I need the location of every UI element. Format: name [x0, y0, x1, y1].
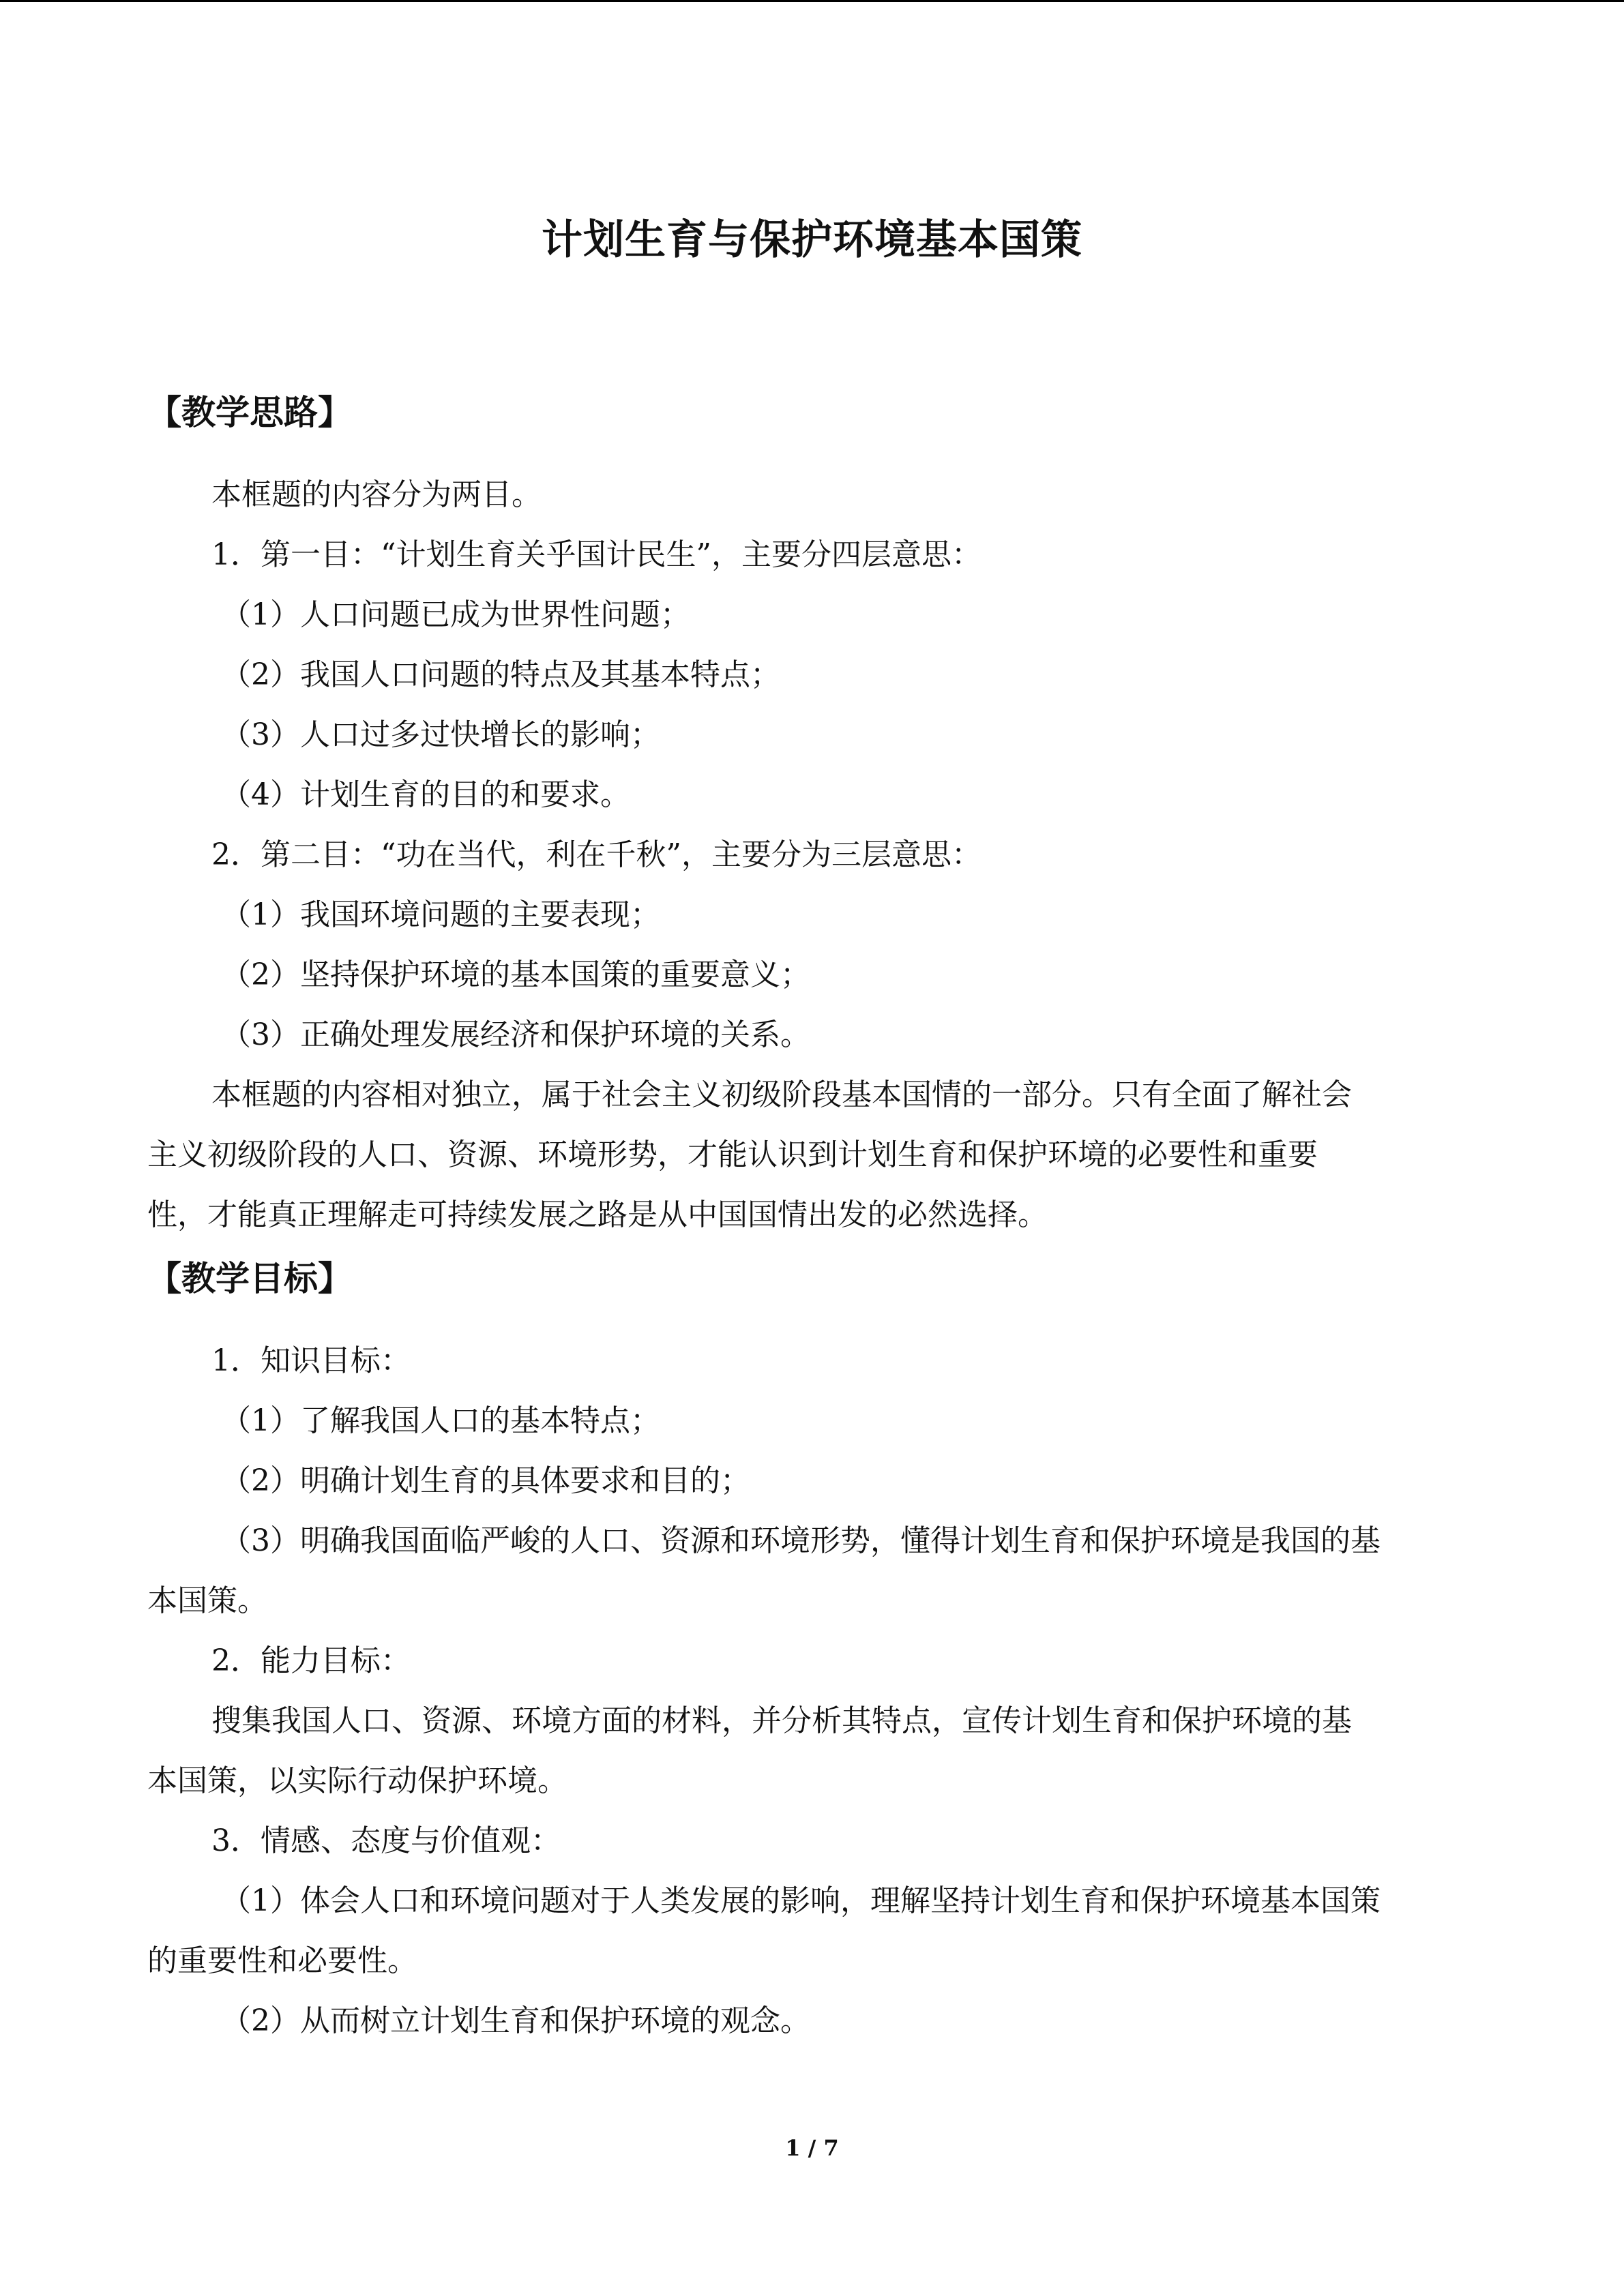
- list-item: （3）正确处理发展经济和保护环境的关系。: [221, 1017, 810, 1052]
- list-item: （3）明确我国面临严峻的人口、资源和环境形势，懂得计划生育和保护环境是我国的基: [221, 1523, 1381, 1558]
- list-item: （1）体会人口和环境问题对于人类发展的影响，理解坚持计划生育和保护环境基本国策: [221, 1883, 1381, 1918]
- section-heading-teaching-objectives: 【教学目标】: [147, 1259, 352, 1298]
- paragraph-line: 的重要性和必要性。: [147, 1943, 417, 1978]
- paragraph-line: 主义初级阶段的人口、资源、环境形势，才能认识到计划生育和保护环境的必要性和重要: [147, 1137, 1318, 1172]
- paragraph-line: 2．能力目标：: [211, 1643, 411, 1678]
- list-item: （2）明确计划生育的具体要求和目的；: [221, 1463, 750, 1498]
- paragraph-line: 本框题的内容相对独立，属于社会主义初级阶段基本国情的一部分。只有全面了解社会: [211, 1077, 1352, 1112]
- paragraph-line: 本国策。: [147, 1583, 267, 1618]
- list-item: （2）我国人口问题的特点及其基本特点；: [221, 657, 780, 692]
- paragraph-line: 本国策，以实际行动保护环境。: [147, 1763, 567, 1798]
- paragraph-line: 性，才能真正理解走可持续发展之路是从中国国情出发的必然选择。: [147, 1197, 1048, 1232]
- list-item: （3）人口过多过快增长的影响；: [221, 717, 660, 752]
- list-item: （4）计划生育的目的和要求。: [221, 777, 630, 812]
- list-item: （1）了解我国人口的基本特点；: [221, 1403, 660, 1438]
- page-number: 1 / 7: [785, 2135, 839, 2161]
- list-item: （1）人口问题已成为世界性问题；: [221, 597, 690, 632]
- paragraph-line: 3．情感、态度与价值观：: [211, 1823, 561, 1858]
- document-title: 计划生育与保护环境基本国策: [542, 216, 1082, 264]
- paragraph-line: 本框题的内容分为两目。: [211, 477, 542, 512]
- list-item: （2）从而树立计划生育和保护环境的观念。: [221, 2003, 810, 2038]
- list-item: （1）我国环境问题的主要表现；: [221, 897, 660, 932]
- section-heading-teaching-approach: 【教学思路】: [147, 393, 352, 432]
- paragraph-line: 1．第一目：“计划生育关乎国计民生”，主要分四层意思：: [211, 537, 981, 572]
- paragraph-line: 搜集我国人口、资源、环境方面的材料，并分析其特点，宣传计划生育和保护环境的基: [211, 1703, 1352, 1738]
- paragraph-line: 2．第二目：“功在当代，利在千秋”，主要分为三层意思：: [211, 837, 981, 872]
- list-item: （2）坚持保护环境的基本国策的重要意义；: [221, 957, 810, 992]
- paragraph-line: 1．知识目标：: [211, 1343, 411, 1378]
